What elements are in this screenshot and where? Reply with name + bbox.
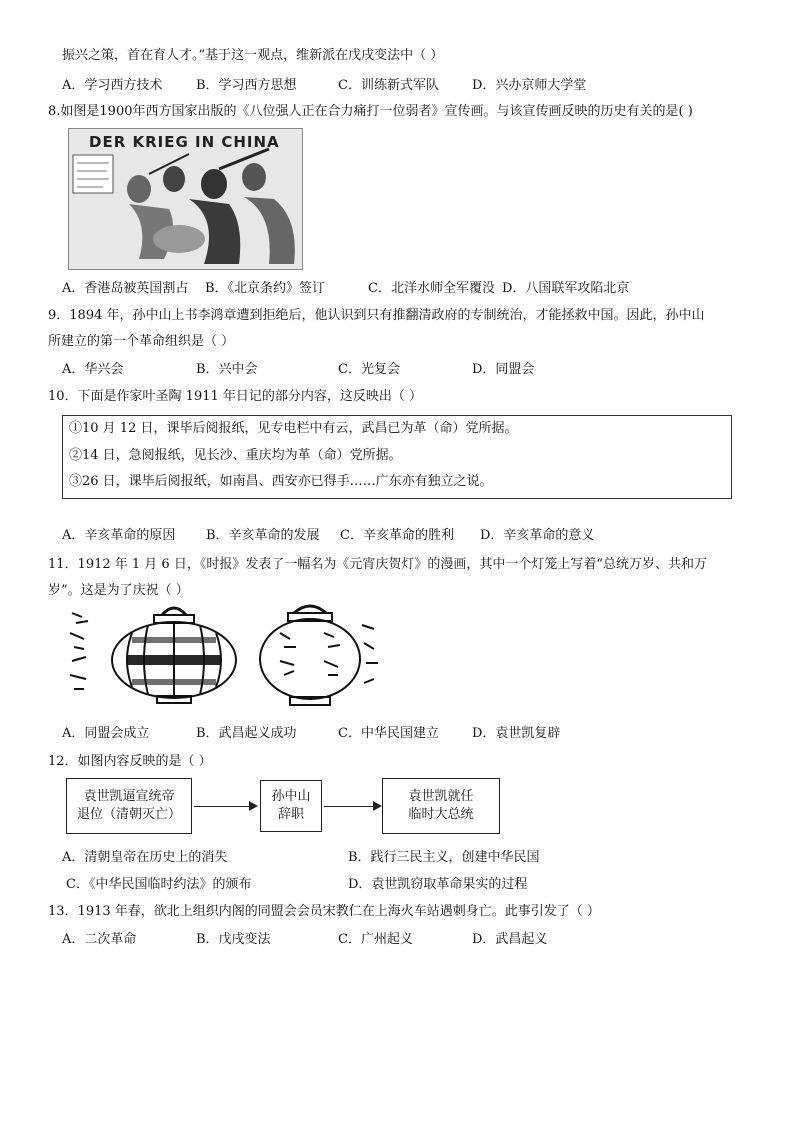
q12-flow-step-2-line1: 孙中山 bbox=[271, 789, 311, 804]
q9-option-c: C．光复会 bbox=[338, 362, 400, 377]
q13-option-c: C．广州起义 bbox=[338, 932, 413, 947]
q12-option-d: D．袁世凯窃取革命果实的过程 bbox=[348, 877, 528, 892]
q12-flow-step-3-line1: 袁世凯就任 bbox=[408, 789, 474, 804]
arrow-right-icon bbox=[194, 806, 256, 807]
q12-flow-step-3 bbox=[382, 778, 500, 834]
q8-option-a: A．香港岛被英国割占 bbox=[62, 281, 189, 296]
q7-option-c: C．训练新式军队 bbox=[338, 78, 439, 93]
lantern-cartoon-image bbox=[62, 603, 392, 715]
q12-option-c: C．《中华民国临时约法》的颁布 bbox=[66, 877, 252, 892]
q12-option-b: B．践行三民主义，创建中华民国 bbox=[348, 850, 540, 865]
q11-question-line2: 岁”。这是为了庆祝（ ） bbox=[48, 583, 189, 598]
q13-option-b: B．戊戌变法 bbox=[196, 932, 271, 947]
q13-option-d: D．武昌起义 bbox=[472, 932, 548, 947]
q13-question: 13．1913 年春，欲北上组织内阁的同盟会会员宋教仁在上海火车站遇刺身亡。此事引发了（ ） bbox=[48, 904, 600, 919]
q10-question: 10．下面是作家叶圣陶 1911 年日记的部分内容，这反映出（ ） bbox=[48, 389, 423, 404]
q7-option-b: B．学习西方思想 bbox=[196, 78, 297, 93]
q11-question-line1: 11．1912 年 1 月 6 日，《时报》发表了一幅名为《元宵庆贺灯》的漫画，其中一个灯笼上写着“总统万岁、共和万 bbox=[48, 557, 707, 572]
q11-option-c: C．中华民国建立 bbox=[338, 726, 439, 741]
q8-propaganda-image bbox=[68, 128, 303, 270]
q10-option-a: A．辛亥革命的原因 bbox=[62, 528, 176, 543]
cartoon-illustration-icon bbox=[69, 129, 303, 270]
q10-diary-entry-1: ①10 月 12 日，课毕后阅报纸，见专电栏中有云，武昌已为革（命）党所据。 bbox=[69, 421, 518, 436]
q8-image-caption: DER KRIEG IN CHINA bbox=[89, 133, 280, 151]
q10-option-b: B．辛亥革命的发展 bbox=[206, 528, 320, 543]
q7-option-d: D．兴办京师大学堂 bbox=[472, 78, 587, 93]
q8-option-d: D．八国联军攻陷北京 bbox=[502, 281, 630, 296]
q9-option-a: A．华兴会 bbox=[62, 362, 124, 377]
q12-flow-step-1-line2: 退位（清朝灭亡） bbox=[76, 807, 181, 822]
q12-option-a: A．清朝皇帝在历史上的消失 bbox=[62, 850, 228, 865]
q12-flow-step-1-line1: 袁世凯逼宣统帝 bbox=[83, 789, 175, 804]
q12-flow-step-3-line2: 临时大总统 bbox=[408, 807, 474, 822]
q9-question-line2: 所建立的第一个革命组织是（ ） bbox=[48, 334, 235, 349]
q9-question-line1: 9．1894 年，孙中山上书李鸿章遭到拒绝后，他认识到只有推翻清政府的专制统治，才能拯救中国。因此，孙中山 bbox=[48, 308, 705, 323]
q11-option-a: A．同盟会成立 bbox=[62, 726, 150, 741]
q8-question: 8.如图是1900年西方国家出版的《八位强人正在合力痛打一位弱者》宣传画。与该宣传画反映的历史有关的是( ) bbox=[48, 104, 693, 119]
q10-option-c: C．辛亥革命的胜利 bbox=[340, 528, 454, 543]
q7-continued-text: 振兴之策，首在育人才。”基于这一观点，维新派在戊戌变法中（ ） bbox=[62, 48, 444, 63]
q8-option-c: C．北洋水师全军覆没 bbox=[368, 281, 495, 296]
q12-question: 12．如图内容反映的是（ ） bbox=[48, 754, 212, 769]
q9-option-d: D．同盟会 bbox=[472, 362, 535, 377]
arrow-right-icon bbox=[324, 806, 380, 807]
q11-option-d: D．袁世凯复辟 bbox=[472, 726, 561, 741]
q10-option-d: D．辛亥革命的意义 bbox=[480, 528, 595, 543]
q12-flow-step-2 bbox=[260, 780, 322, 832]
q7-option-a: A．学习西方技术 bbox=[62, 78, 163, 93]
q12-flow-step-1 bbox=[66, 778, 192, 834]
q10-diary-entry-3: ③26 日，课毕后阅报纸，如南昌、西安亦已得手……广东亦有独立之说。 bbox=[69, 474, 493, 489]
q8-option-b: B．《北京条约》签订 bbox=[205, 281, 326, 296]
q10-diary-box bbox=[62, 415, 732, 499]
q11-option-b: B．武昌起义成功 bbox=[196, 726, 297, 741]
q10-diary-entry-2: ②14 日，急阅报纸，见长沙、重庆均为革（命）党所据。 bbox=[69, 448, 402, 463]
q9-option-b: B．兴中会 bbox=[196, 362, 258, 377]
q12-flow-step-2-line2: 辞职 bbox=[277, 807, 304, 822]
q13-option-a: A．二次革命 bbox=[62, 932, 137, 947]
